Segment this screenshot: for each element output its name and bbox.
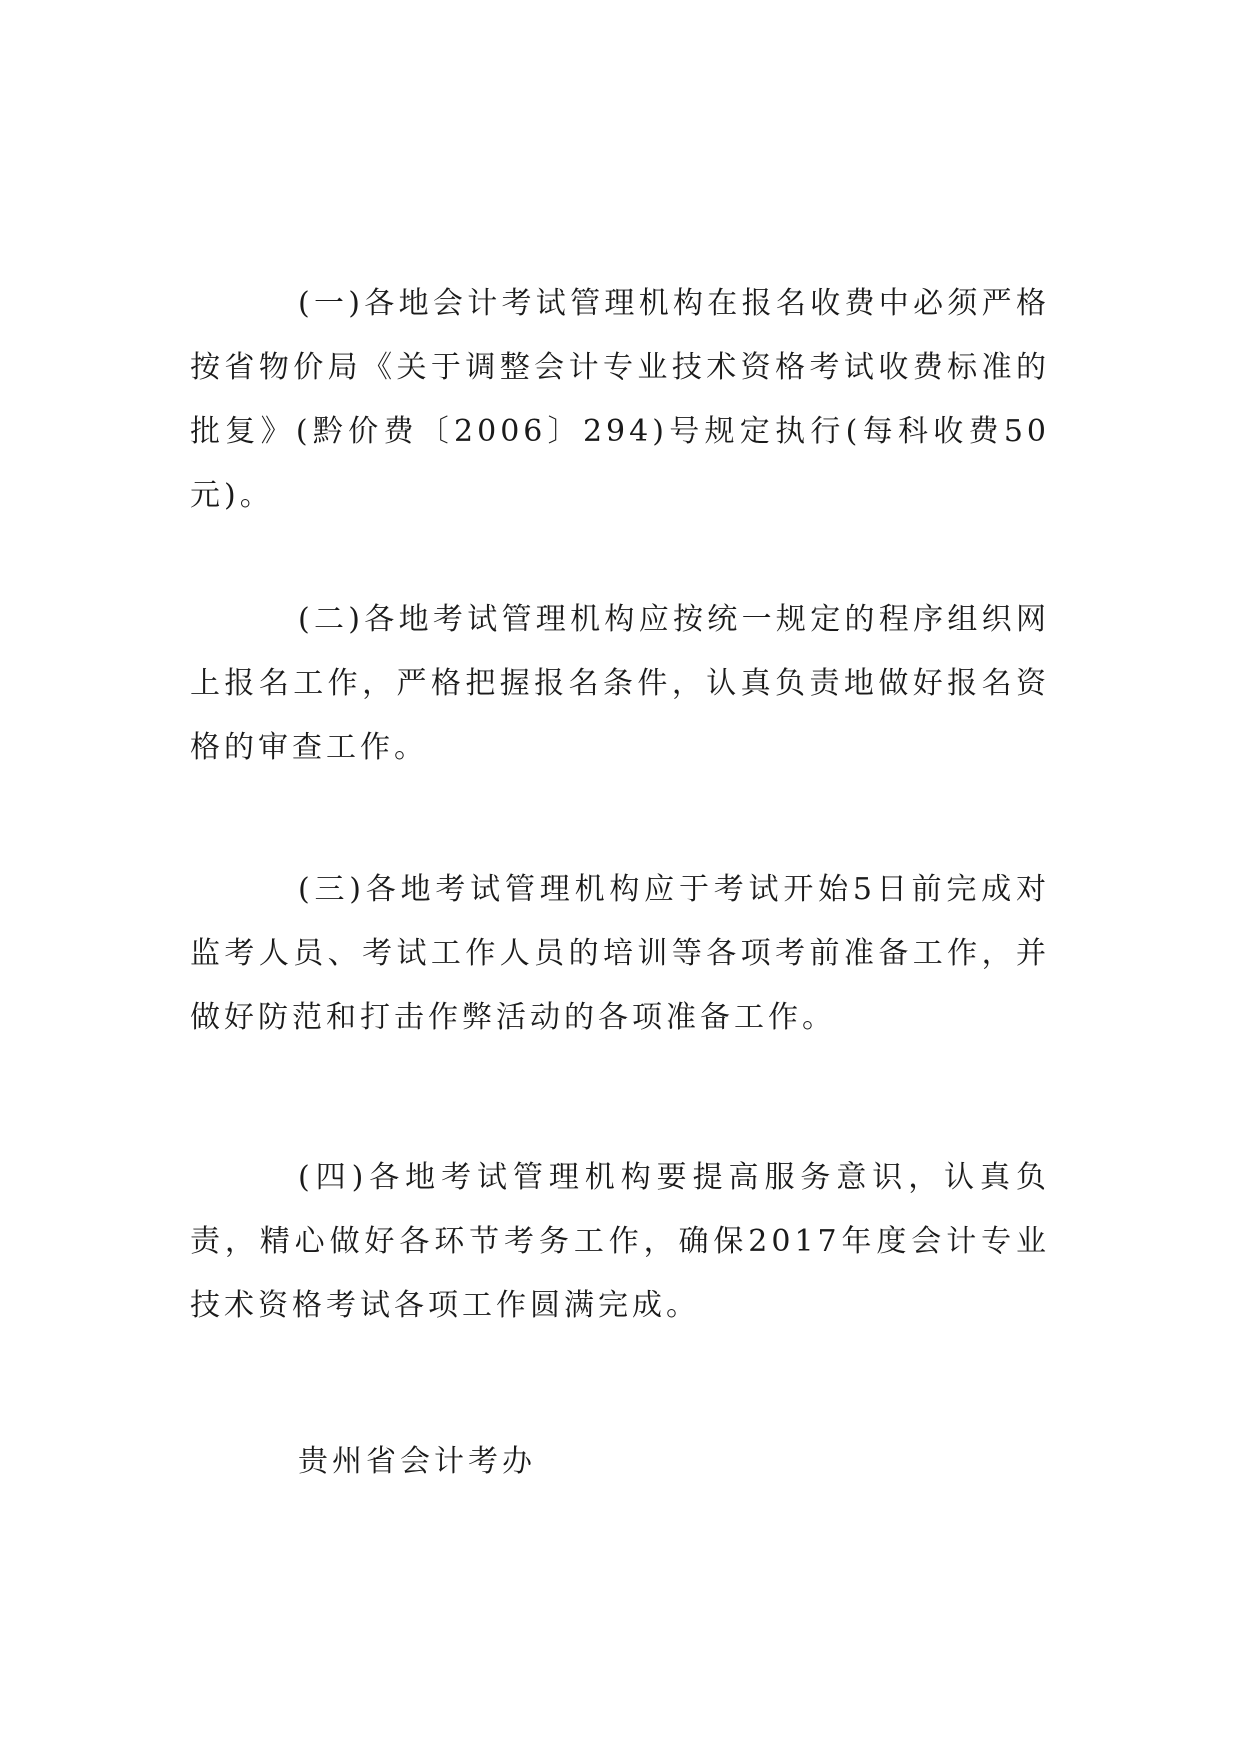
signature: 贵州省会计考办 bbox=[298, 1444, 536, 1479]
paragraph-2: (二)各地考试管理机构应按统一规定的程序组织网上报名工作，严格把握报名条件，认真负责地做好报名资格的审查工作。 bbox=[190, 602, 1050, 765]
paragraph-3: (三)各地考试管理机构应于考试开始5日前完成对监考人员、考试工作人员的培训等各项考前准备工作，并做好防范和打击作弊活动的各项准备工作。 bbox=[190, 872, 1050, 1035]
paragraph-1: (一)各地会计考试管理机构在报名收费中必须严格按省物价局《关于调整会计专业技术资格考试收费标准的批复》(黔价费〔2006〕294)号规定执行(每科收费50元)。 bbox=[190, 286, 1050, 513]
paragraph-4: (四)各地考试管理机构要提高服务意识，认真负责，精心做好各环节考务工作，确保2017年度会计专业技术资格考试各项工作圆满完成。 bbox=[190, 1160, 1050, 1323]
